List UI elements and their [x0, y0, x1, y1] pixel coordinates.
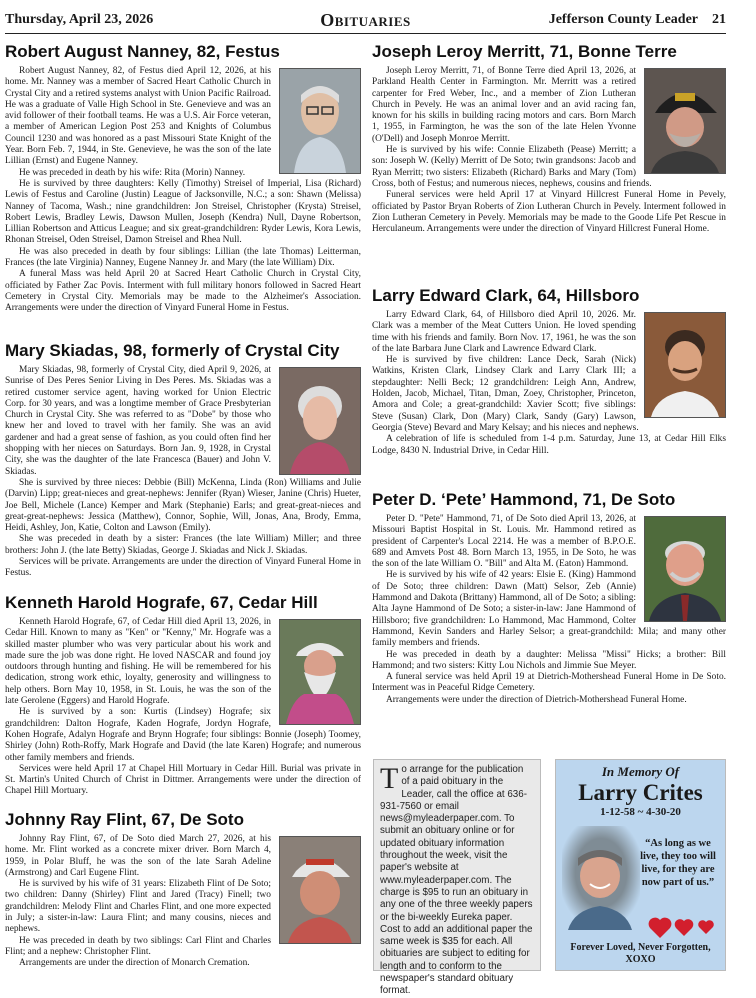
obituary-paragraph: Larry Edward Clark, 64, of Hillsboro died April 10, 2026. Mr. Clark was a member of the Meat Cutters Union. He loved spending time with his friends and family. Born Nov. 17, 1961, he was the son of the late Barbara June Clark and Lawrence Edward Clark. [372, 310, 636, 354]
portrait-photo [279, 619, 361, 725]
obituary-paragraph: Robert August Nanney, 82, of Festus died April 12, 2026, at his home. Mr. Nanney was a member of Sacred Heart Catholic Church in Crystal City and a retired systems analyst with Union Pacific Railroad. He was a graduate of Valle High School in Ste. Genevieve and was an avid follower of their football teams. He was a U.S. Air Force veteran, a member of American Legion Post 253 and Knights of Columbus Council 1230 and was honored as a past Missouri State Knight of the Year. Born Feb. 7, 1944, in Ste. Genevieve, he was the son of the late Lillian (Ernst) and Eugene Nanney. [5, 66, 271, 167]
obituary-hografe [5, 593, 361, 798]
obituary-paragraph: Mary Skiadas, 98, formerly of Crystal City, died April 9, 2026, at Sunrise of Des Peres Senior Living in Des Peres. Ms. Skiadas was a retired customer service agent, having worked for Union Electric Corp. for 30 years, and was a longtime member of Grace Presbyterian Church in Crystal City. She was referred to as "Dobe" by those who knew her and loved to travel with her family. She was an avid gardener and had a great sense of fashion, as you could often find her shopping with her nieces on Saturdays. Born Jan. 9, 1928, in Crystal City, she was the daughter of the late Francesca (Bauer) and John V. Skiadas. [5, 365, 271, 477]
obituary-nanney [5, 42, 361, 315]
obituary-headline: Joseph Leroy Merritt, 71, Bonne Terre [372, 42, 677, 61]
obituary-paragraph: He was preceded in death by two siblings: Carl Flint and Charles Flint; and a nephew: Christopher Flint. [5, 935, 271, 957]
obituary-paragraph: Kenneth Harold Hografe, 67, of Cedar Hill died April 13, 2026, in Cedar Hill. Known to many as "Ken" or "Kenny," Mr. Hografe was a skilled master plumber who was very particular about his work and made sure the job was done right. He loved NASCAR and found joy outdoors through hunting and fishing. He will be remembered for his dedication, strong work ethic, loyalty, generosity and willingness to help others. Born May 10, 1958, in St. Louis, he was the son of the late Gerolene (Eggers) and Harold Hografe. [5, 617, 271, 707]
obituary-paragraph: He is survived by a son: Kurtis (Lindsey) Hografe; six grandchildren: Dalton Hografe, Kaden Hografe, Jordyn Hografe, Kohen Hografe, Adalyn Hografe and Brynn Hografe; four siblings: Bonnie (Joseph) Toomey, Shirley (John) Roth-Roffy, Mark Hografe and David (the late Karen) Hografe; and numerous other family members and friends. [5, 707, 361, 763]
obituary-paragraph: Services will be private. Arrangements are under the direction of Vinyard Funeral Home in Festus. [5, 557, 361, 579]
obituary-paragraph: A celebration of life is scheduled from 1-4 p.m. Saturday, June 13, at Cedar Hill Elks Lodge, 8430 N. Industrial Drive, in Cedar Hill. [372, 434, 726, 456]
memorial-quote: “As long as we live, they too will live, for they are now part of us.” [640, 838, 716, 888]
obituary-paragraph: Peter D. "Pete" Hammond, 71, of De Soto died April 13, 2026, at Missouri Baptist Hospital in St. Louis. Mr. Hammond retired as president of Carpenter's Local 2214. He was a member of B.P.O.E. 689 and Amvets Post 48. Born March 13, 1955, in De Soto, he was the son of the late William O. "Bill" and Alta M. (Eaton) Hammond. [372, 514, 636, 570]
memorial-closing: Forever Loved, Never Forgotten, XOXO [570, 942, 711, 965]
obituary-merritt [372, 42, 726, 235]
obituary-flint [5, 810, 361, 970]
portrait-photo [644, 516, 726, 622]
obituary-headline: Kenneth Harold Hografe, 67, Cedar Hill [5, 593, 318, 612]
obituary-body [5, 834, 361, 970]
obituary-headline: Mary Skiadas, 98, formerly of Crystal City [5, 341, 340, 360]
obituary-paragraph: He is survived by five children: Lance Deck, Sarah (Nick) Watkins, Kristen Clark, Lindsey Clark and Larry Clark III; a stepdaughter: Nelli Beck; 12 grandchildren: Leigh Ann, Andrew, Holden, Jacob, Michael, Titan, Dman, Zoey, Christopher, Princeton, Amora and Cole; a great-grandchild: Xavier Scott; five siblings: Steve (Susan) Clark, Don (Mary) Clark, Sandy (Gary) Lawson, Georgia (Steve) Bevard and Mary Kelsay; and his nieces and nephews. [372, 355, 639, 433]
page-number: 21 [712, 12, 726, 27]
obituary-paragraph: He is survived by his wife of 42 years: Elsie E. (King) Hammond of De Soto; three children: Dawn (Matt) Selsor, Zeb (Annie) Hammond and Dakota (Brittany) Hammond, all of De Soto; a sibling: Alta Jayne Hammond of De Soto; a sister-in-law: Jane Hammond of Hillsboro; five grandchildren: Lo Hammond, Mac Hammond, Colter Hammond, Kevin Sanders and Harley Selsor; a great-grandchild: Mila; and many other family members and friends. [372, 570, 726, 649]
obituary-paragraph: Joseph Leroy Merritt, 71, of Bonne Terre died April 13, 2026, at Parkland Health Center in Farmington. Mr. Merritt was a retired carpenter for Fred Weber, Inc., and a member of Zion Lutheran Church in Pevely. He was an animal lover and an avid racing fan, known for his skills in building racing motors and cars. Born March 1, 1955, in Farmington, he was the son of the late Helen Yvonne (O'Dell) and Joseph Monroe Merritt. [372, 66, 636, 144]
hearts-decoration [648, 910, 722, 940]
obituary-info-text: o arrange for the publication of a paid obituary in the Leader, call the office at 636-931-7560 or email news@myleaderpaper.com. To submit an obituary online or for updated obituary information throughout the week, visit the paper's website at www.myleaderpaper.com. The charge is $95 to run an obituary in any one of the three weekly papers or the bi-weekly Eureka paper. Cost to add an additional paper the same week is $35 for each. All obituaries are subject to editing for length and to conform to the newspaper's standard obituary format. [380, 764, 533, 997]
obituary-paragraph: He is survived by his wife: Connie Elizabeth (Pease) Merritt; a son: Joseph W. (Kelly) Merritt of De Soto; twin grandsons: Jacob and Ryan Merritt; two sisters: Elizabeth (Richard) Barks and Mary (Tom) Cross, both of Festus; and numerous nieces, nephews, cousins and friends. [372, 145, 652, 189]
obituary-paragraph: He is survived by his wife of 31 years: Elizabeth Flint of De Soto; two children: Danny (Shirley) Flint and Jared (Tracy) Finell; two grandchildren: Melody Flint and Charles Flint, and one more expected in July; a sister-in-law: Laura Flint; and many cousins, nieces and nephews. [5, 879, 271, 935]
obituary-paragraph: Arrangements were under the direction of Dietrich-Mothershead Funeral Home. [386, 694, 687, 705]
obituary-info-box [373, 759, 541, 997]
drop-cap: T [380, 762, 399, 795]
obituary-body [372, 514, 726, 706]
obituary-headline: Larry Edward Clark, 64, Hillsboro [372, 286, 640, 305]
obituary-paragraph: He was also preceded in death by four siblings: Lillian (the late Thomas) Leitterman, Frances (the late Virginia) Nanney, Eugene Nanney Jr. and Mary (the late William) Dix. [5, 246, 361, 269]
obituary-body [372, 66, 726, 235]
obituary-paragraph: She is survived by three nieces: Debbie (Bill) McKenna, Linda (Ron) Williams and Julie (Darvin) Lipp; great-nieces and great-nephews: Jennifer (Ryan) Wieser, Janine (Chris) Hueter, Joe Bell, Michele (Lance) Kemper and Mark (Stephanie) Earls; and great-great-nieces and great-great-nephews: Jessica (Matthew), Connor, Sophie, Will, Jonas, Ana, Brody, Emma, Heidi, Ashley, Jon, Katie, Colton and Lawson (Emily). [5, 477, 361, 534]
obituary-paragraph: She was preceded in death by a sister: Frances (the late William) Miller; and three brothers: John J. (the late Betty) Skiadas, George J. Skiadas and Nick J. Skiadas. [5, 534, 361, 556]
memorial-ad [555, 759, 726, 971]
obituary-headline: Robert August Nanney, 82, Festus [5, 42, 280, 61]
memorial-photo [562, 826, 640, 930]
memorial-name: Larry Crites [578, 780, 703, 805]
portrait-photo [279, 68, 361, 174]
obituary-paragraph: He is survived by three daughters: Kelly (Timothy) Streisel of Imperial, Lisa (Richard) Lewis of Festus and Caroline (Justin) League of Jacksonville, N.C.; a son: Shawn (Melissa) Nanney of Tacoma, Wash.; nine grandchildren: Jon Streisel, Christopher (Krysta) Streisel, Robert Lewis, Bradley Lewis, Dawson Mullen, Joseph (Kendra) Null, Dayne Robertson, Lillian Robertson and Atticus League; and six great-grandchildren: Ryder Lewis, Kora Lewis, Rhonan Streisel, Oden Streisel, Damon Streisel and Rhea Null. [5, 178, 361, 246]
newspaper-name: Jefferson County Leader [548, 12, 698, 27]
obituary-body [5, 617, 361, 798]
obituary-paragraph: He was preceded in death by a daughter: Melissa "Missi" Hicks; a brother: Bill Hammond; and two sisters: Kitty Lou Nichols and Jimmie Sue Meyer. [372, 649, 726, 671]
obituary-clark [372, 286, 726, 457]
obituary-headline: Johnny Ray Flint, 67, De Soto [5, 810, 244, 829]
obituary-paragraph: Funeral services were held April 17 at Vinyard Hillcrest Funeral Home in Pevely, officiated by Pastor Bryan Roberts of Zion Lutheran Church in Pevely. Interment followed in Zion Lutheran Cemetery in Pevely. Memorials may be made to the Goode Life Pet Rescue in Herculaneum. Arrangements were under the direction of Vinyard Hillcrest Funeral Home. [372, 190, 726, 235]
obituary-body [372, 310, 726, 457]
portrait-photo [644, 312, 726, 418]
portrait-photo [644, 68, 726, 174]
obituary-paragraph: Johnny Ray Flint, 67, of De Soto died March 27, 2026, at his home. Mr. Flint worked as a concrete mixer driver. Born March 4, 1959, in Polar Bluff, he was the son of the late Sarah Adeline (Armstrong) and Carl Eugene Flint. [5, 834, 271, 878]
memorial-heading: In Memory Of [601, 764, 680, 779]
obituary-paragraph: A funeral Mass was held April 20 at Sacred Heart Catholic Church in Crystal City, officiated by Father Zac Povis. Interment with full military honors followed in Sacred Heart Cemetery in Crystal City. Memorials may be made to the Alzheimer's Association. Arrangements were under the direction of Vinyard Funeral Home in Festus. [5, 269, 361, 314]
obituary-paragraph: Services were held April 17 at Chapel Hill Mortuary in Cedar Hill. Burial was private in St. Martin's United Church of Christ in Dittmer. Arrangements were under the direction of Chapel Hill Mortuary. [5, 763, 361, 797]
obituary-paragraph: A funeral service was held April 19 at Dietrich-Mothershead Funeral Home in De Soto. Interment was in Peaceful Ridge Cemetery. [372, 672, 726, 694]
portrait-photo [279, 367, 361, 475]
obituary-hammond [372, 490, 726, 706]
obituary-paragraph: He was preceded in death by his wife: Rita (Morin) Nanney. [19, 167, 246, 178]
obituary-paragraph: Arrangements are under the direction of Monarch Cremation. [19, 958, 250, 969]
obituary-body [5, 365, 361, 580]
memorial-dates: 1-12-58 ~ 4-30-20 [600, 806, 681, 818]
issue-date: Thursday, April 23, 2026 [5, 12, 154, 27]
page-header [5, 10, 726, 32]
obituary-headline: Peter D. ‘Pete’ Hammond, 71, De Soto [372, 490, 676, 509]
section-title: Obituaries [320, 10, 411, 30]
obituary-skiadas [5, 341, 361, 580]
obituary-body [5, 66, 361, 315]
header-rule [5, 33, 726, 34]
portrait-photo [279, 836, 361, 944]
